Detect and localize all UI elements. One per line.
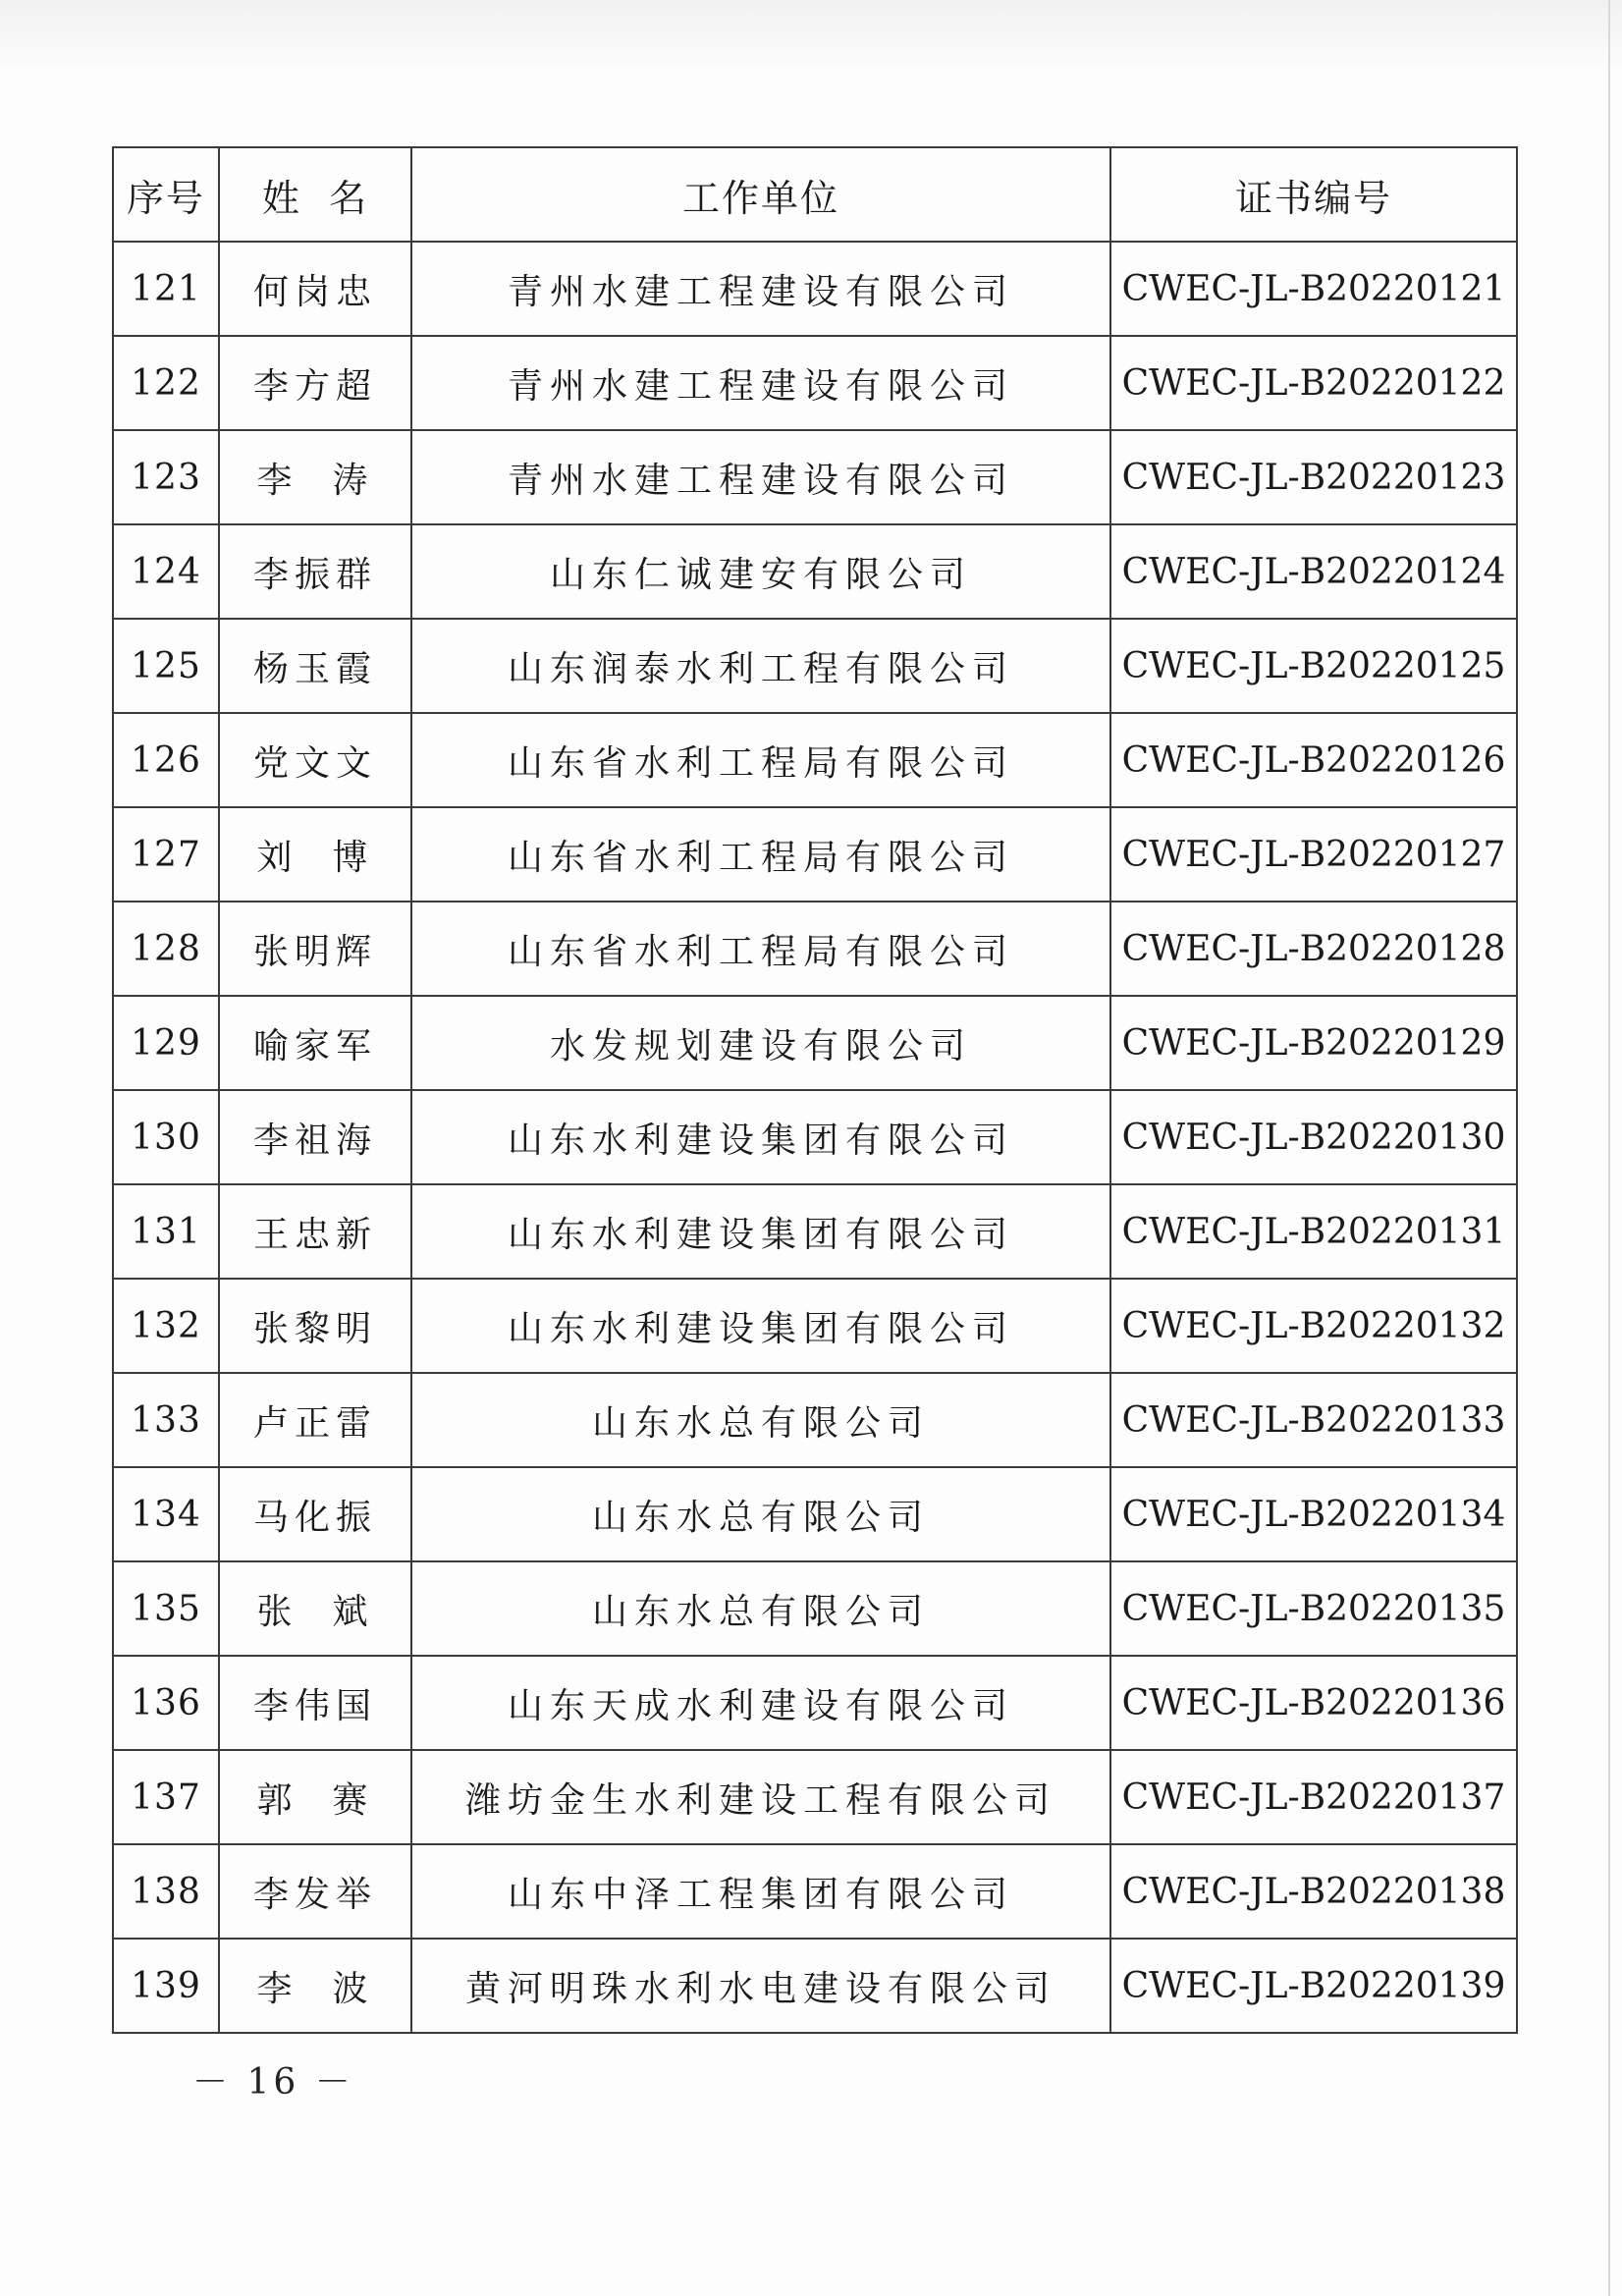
cell-name: 李方超 [219, 336, 411, 430]
cell-name: 刘 博 [219, 807, 411, 902]
table-row [113, 1844, 1517, 1939]
cell-cert: CWEC-JL-B20220131 [1110, 1184, 1517, 1279]
cell-seq: 121 [113, 242, 219, 336]
cell-name: 张 斌 [219, 1561, 411, 1656]
cell-seq: 123 [113, 430, 219, 524]
cell-name: 李 涛 [219, 430, 411, 524]
cell-seq: 136 [113, 1656, 219, 1750]
certificate-roster-table [112, 146, 1518, 2034]
table-row [113, 713, 1517, 807]
cell-seq: 125 [113, 619, 219, 713]
cell-name: 李伟国 [219, 1656, 411, 1750]
cell-name: 李发举 [219, 1844, 411, 1939]
cell-org: 青州水建工程建设有限公司 [411, 242, 1110, 336]
cell-org: 山东水利建设集团有限公司 [411, 1184, 1110, 1279]
cell-name: 喻家军 [219, 996, 411, 1090]
cell-org: 山东水利建设集团有限公司 [411, 1090, 1110, 1184]
header-seq: 序号 [113, 147, 219, 242]
cell-seq: 122 [113, 336, 219, 430]
scan-edge-shading [0, 0, 1622, 69]
cell-seq: 126 [113, 713, 219, 807]
cell-org: 山东天成水利建设有限公司 [411, 1656, 1110, 1750]
cell-org: 青州水建工程建设有限公司 [411, 430, 1110, 524]
cell-org: 山东水利建设集团有限公司 [411, 1279, 1110, 1373]
cell-seq: 127 [113, 807, 219, 902]
table-row [113, 336, 1517, 430]
table-row [113, 1090, 1517, 1184]
cell-name: 张明辉 [219, 902, 411, 996]
cell-org: 黄河明珠水利水电建设有限公司 [411, 1939, 1110, 2033]
cell-name: 李振群 [219, 524, 411, 619]
cell-org: 山东水总有限公司 [411, 1373, 1110, 1467]
table-row [113, 619, 1517, 713]
cell-org: 山东水总有限公司 [411, 1467, 1110, 1561]
cell-seq: 124 [113, 524, 219, 619]
cell-cert: CWEC-JL-B20220135 [1110, 1561, 1517, 1656]
table-header [113, 147, 1517, 242]
cell-name: 何岗忠 [219, 242, 411, 336]
table-row [113, 1184, 1517, 1279]
table-row [113, 1561, 1517, 1656]
header-name: 姓 名 [219, 147, 411, 242]
cell-seq: 138 [113, 1844, 219, 1939]
header-cert: 证书编号 [1110, 147, 1517, 242]
table-row [113, 807, 1517, 902]
cell-cert: CWEC-JL-B20220130 [1110, 1090, 1517, 1184]
cell-name: 马化振 [219, 1467, 411, 1561]
table-row [113, 524, 1517, 619]
cell-name: 李祖海 [219, 1090, 411, 1184]
cell-cert: CWEC-JL-B20220139 [1110, 1939, 1517, 2033]
cell-seq: 139 [113, 1939, 219, 2033]
cell-seq: 129 [113, 996, 219, 1090]
cell-cert: CWEC-JL-B20220132 [1110, 1279, 1517, 1373]
table-row [113, 1656, 1517, 1750]
scan-edge-line [1608, 0, 1610, 2296]
cell-org: 山东省水利工程局有限公司 [411, 902, 1110, 996]
cell-cert: CWEC-JL-B20220123 [1110, 430, 1517, 524]
cell-cert: CWEC-JL-B20220128 [1110, 902, 1517, 996]
cell-name: 王忠新 [219, 1184, 411, 1279]
cell-cert: CWEC-JL-B20220137 [1110, 1750, 1517, 1844]
table-row [113, 1373, 1517, 1467]
cell-cert: CWEC-JL-B20220122 [1110, 336, 1517, 430]
table-row [113, 902, 1517, 996]
cell-name: 杨玉霞 [219, 619, 411, 713]
cell-org: 山东中泽工程集团有限公司 [411, 1844, 1110, 1939]
table-row [113, 1939, 1517, 2033]
cell-org: 山东省水利工程局有限公司 [411, 713, 1110, 807]
cell-seq: 133 [113, 1373, 219, 1467]
cell-org: 山东水总有限公司 [411, 1561, 1110, 1656]
cell-org: 潍坊金生水利建设工程有限公司 [411, 1750, 1110, 1844]
cell-name: 郭 赛 [219, 1750, 411, 1844]
cell-name: 李 波 [219, 1939, 411, 2033]
cell-cert: CWEC-JL-B20220133 [1110, 1373, 1517, 1467]
cell-seq: 137 [113, 1750, 219, 1844]
table-row [113, 1279, 1517, 1373]
cell-name: 党文文 [219, 713, 411, 807]
cell-seq: 131 [113, 1184, 219, 1279]
header-org: 工作单位 [411, 147, 1110, 242]
cell-cert: CWEC-JL-B20220138 [1110, 1844, 1517, 1939]
table-row [113, 1467, 1517, 1561]
cell-org: 青州水建工程建设有限公司 [411, 336, 1110, 430]
cell-org: 水发规划建设有限公司 [411, 996, 1110, 1090]
cell-cert: CWEC-JL-B20220134 [1110, 1467, 1517, 1561]
cell-cert: CWEC-JL-B20220121 [1110, 242, 1517, 336]
cell-seq: 135 [113, 1561, 219, 1656]
cell-seq: 128 [113, 902, 219, 996]
cell-name: 张黎明 [219, 1279, 411, 1373]
cell-cert: CWEC-JL-B20220124 [1110, 524, 1517, 619]
cell-org: 山东省水利工程局有限公司 [411, 807, 1110, 902]
cell-cert: CWEC-JL-B20220127 [1110, 807, 1517, 902]
cell-cert: CWEC-JL-B20220125 [1110, 619, 1517, 713]
table-row [113, 996, 1517, 1090]
cell-cert: CWEC-JL-B20220126 [1110, 713, 1517, 807]
cell-org: 山东润泰水利工程有限公司 [411, 619, 1110, 713]
table-row [113, 430, 1517, 524]
cell-name: 卢正雷 [219, 1373, 411, 1467]
table-row [113, 242, 1517, 336]
roster-table-container [112, 146, 1518, 2014]
cell-seq: 132 [113, 1279, 219, 1373]
cell-org: 山东仁诚建安有限公司 [411, 524, 1110, 619]
header-row [113, 147, 1517, 242]
cell-cert: CWEC-JL-B20220136 [1110, 1656, 1517, 1750]
page-number: － 16 － [192, 2062, 354, 2103]
cell-cert: CWEC-JL-B20220129 [1110, 996, 1517, 1090]
table-body [113, 242, 1517, 2033]
cell-seq: 130 [113, 1090, 219, 1184]
table-row [113, 1750, 1517, 1844]
cell-seq: 134 [113, 1467, 219, 1561]
